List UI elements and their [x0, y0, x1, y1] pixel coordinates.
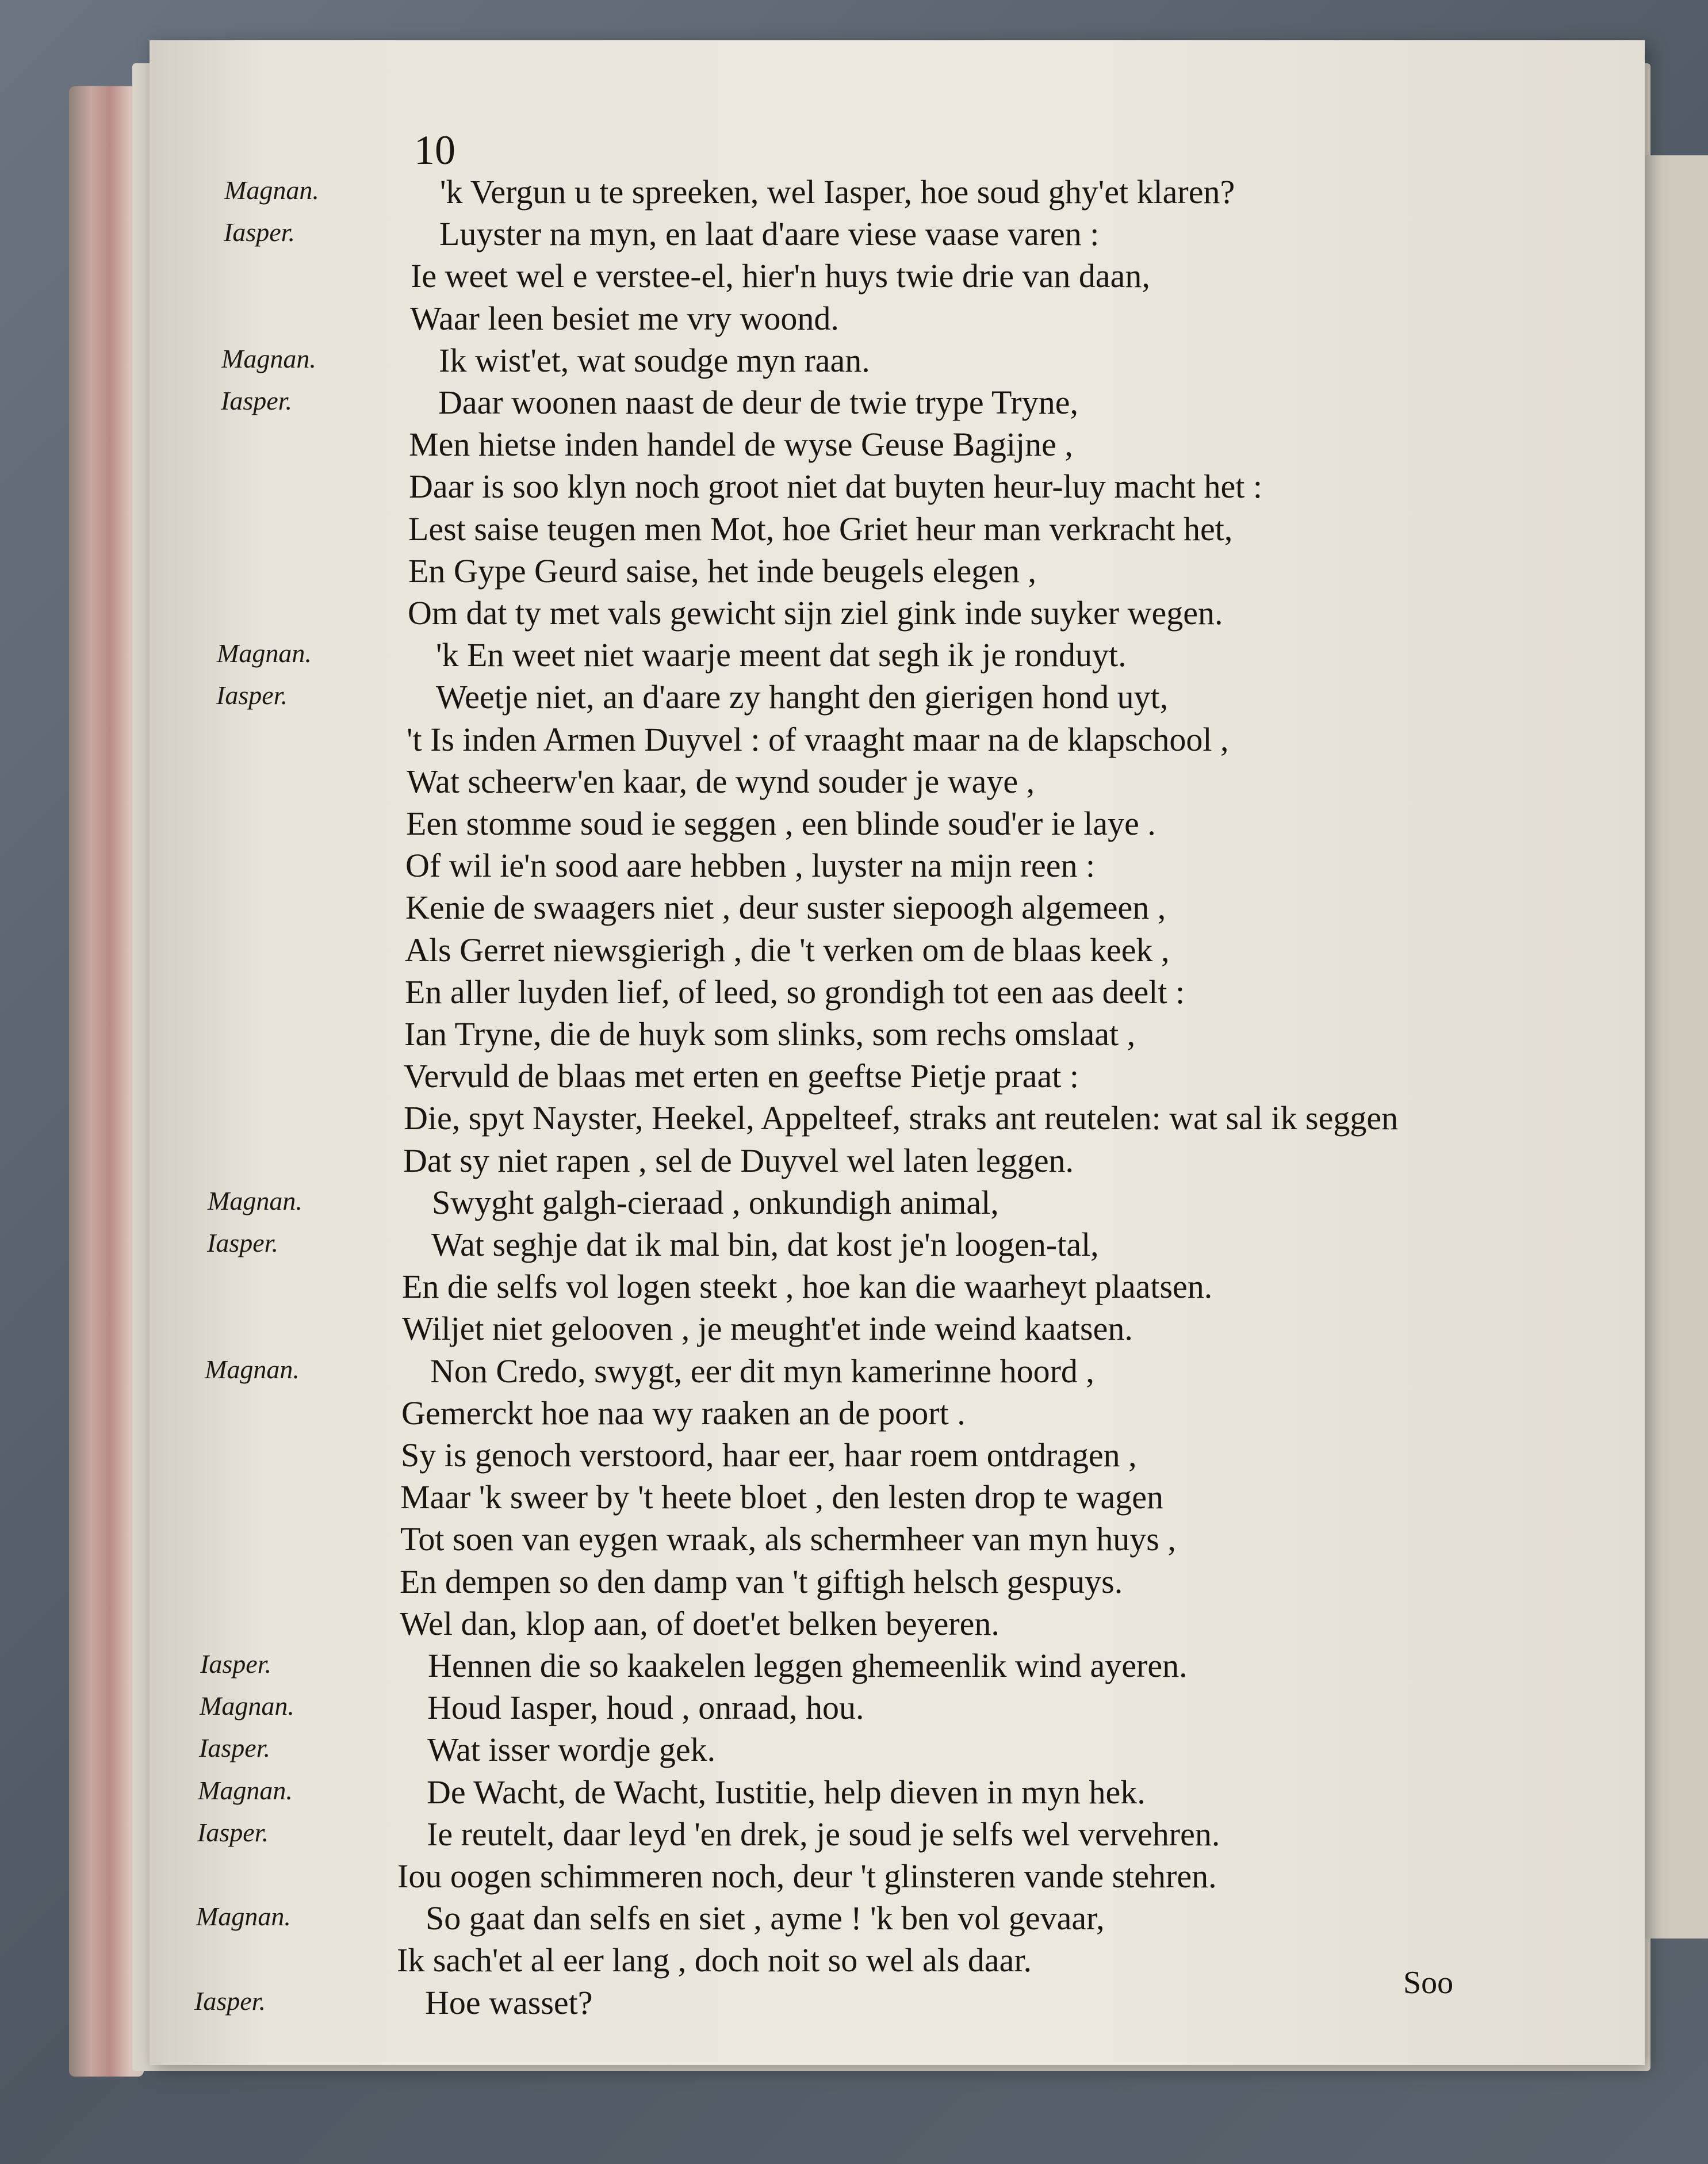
- verse-text: Daar woonen naast de deur de twie trype Tryne,: [438, 384, 1078, 421]
- verse-text: Weetje niet, an d'aare zy hanght den gierigen hond uyt,: [436, 678, 1169, 716]
- verse-text: Ik sach'et al eer lang , doch noit so wel als daar.: [397, 1941, 1032, 1979]
- verse-text: Kenie de swaagers niet , deur suster siepoogh algemeen ,: [405, 889, 1166, 927]
- verse-line: [0, 1141, 1708, 1179]
- verse-text: Hennen die so kaakelen leggen ghemeenlik wind ayeren.: [428, 1647, 1188, 1684]
- verse-text: Of wil ie'n sood aare hebben , luyster na mijn reen :: [405, 847, 1096, 885]
- verse-line: [0, 1773, 1708, 1811]
- verse-line: [0, 1352, 1708, 1390]
- speaker-name: Magnan.: [217, 639, 312, 668]
- speaker-name: Iasper.: [221, 386, 292, 415]
- speaker-name: Iasper.: [199, 1733, 270, 1763]
- verse-line: [0, 1815, 1708, 1853]
- verse-text: Als Gerret niewsgierigh , die 't verken om de blaas keek ,: [405, 931, 1170, 969]
- verse-text: Swyght galgh-cieraad , onkundigh animal,: [432, 1183, 999, 1221]
- verse-line: [0, 1520, 1708, 1558]
- verse-line: [0, 467, 1708, 506]
- verse-text: En Gype Geurd saise, het inde beugels elegen ,: [408, 552, 1036, 590]
- verse-text: Wat seghje dat ik mal bin, dat kost je'n loogen-tal,: [431, 1226, 1099, 1263]
- verse-text: Dat sy niet rapen , sel de Duyvel wel laten leggen.: [403, 1141, 1074, 1179]
- verse-text: Wiljet niet gelooven , je meught'et inde weind kaatsen.: [402, 1310, 1133, 1348]
- verse-text: 'k Vergun u te spreeken, wel Iasper, hoe soud ghy'et klaren?: [440, 173, 1235, 211]
- speaker-name: Magnan.: [208, 1186, 302, 1215]
- verse-line: [0, 1099, 1708, 1137]
- verse-line: [0, 594, 1708, 632]
- speaker-name: Iasper.: [197, 1817, 269, 1847]
- verse-line: [0, 1646, 1708, 1684]
- verse-text: Daar is soo klyn noch groot niet dat buyten heur-luy macht het :: [409, 468, 1262, 506]
- speaker-name: Iasper.: [194, 1986, 266, 2016]
- verse-line: [0, 1478, 1708, 1516]
- verse-text: Non Credo, swygt, eer dit myn kamerinne hoord ,: [430, 1352, 1094, 1390]
- verse-line: [0, 552, 1708, 590]
- verse-line: [0, 1562, 1708, 1600]
- verse-text: So gaat dan selfs en siet , ayme ! 'k ben vol gevaar,: [426, 1899, 1105, 1937]
- verse-line: [0, 1857, 1708, 1895]
- verse-text: Ian Tryne, die de huyk som slinks, som rechs omslaat ,: [404, 1015, 1136, 1053]
- verse-text: Om dat ty met vals gewicht sijn ziel gink inde suyker wegen.: [408, 594, 1223, 632]
- verse-text: Een stomme soud ie seggen , een blinde soud'er ie laye .: [406, 805, 1156, 842]
- verse-line: [0, 1604, 1708, 1642]
- verse-text: En die selfs vol logen steekt , hoe kan die waarheyt plaatsen.: [402, 1268, 1213, 1306]
- verse-text: Maar 'k sweer by 't heete bloet , den lesten drop te wagen: [400, 1478, 1164, 1516]
- speaker-name: Iasper.: [207, 1228, 278, 1257]
- verse-text: Tot soen van eygen wraak, als schermheer van myn huys ,: [400, 1520, 1176, 1558]
- speaker-name: Iasper.: [216, 680, 288, 710]
- verse-line: [0, 636, 1708, 674]
- verse-line: [0, 931, 1708, 969]
- verse-line: [0, 1394, 1708, 1432]
- verse-line: [0, 299, 1708, 337]
- verse-line: [0, 1436, 1708, 1474]
- speaker-name: Magnan.: [196, 1902, 291, 1932]
- verse-line: [0, 804, 1708, 842]
- verse-line: [0, 1688, 1708, 1727]
- verse-line: [0, 1057, 1708, 1095]
- verse-text: 'k En weet niet waarje meent dat segh ik je ronduyt.: [436, 636, 1127, 674]
- verse-line: [0, 1015, 1708, 1053]
- verse-text: Sy is genoch verstoord, haar eer, haar roem ontdragen ,: [401, 1436, 1137, 1474]
- verse-line: [0, 888, 1708, 927]
- page-number: 10: [414, 127, 455, 173]
- verse-line: [0, 173, 1708, 211]
- verse-line: [0, 425, 1708, 464]
- verse-line: [0, 720, 1708, 758]
- verse-line: [0, 341, 1708, 379]
- verse-line: [0, 762, 1708, 800]
- verse-text: Gemerckt hoe naa wy raaken an de poort .: [401, 1394, 966, 1432]
- verse-text: Ie weet wel e verstee-el, hier'n huys twie drie van daan,: [411, 257, 1150, 295]
- verse-line: [0, 1309, 1708, 1348]
- catchword: Soo: [1403, 1965, 1454, 2001]
- verse-text: Vervuld de blaas met erten en geeftse Pietje praat :: [404, 1057, 1079, 1095]
- verse-text: Lest saise teugen men Mot, hoe Griet heur man verkracht het,: [408, 510, 1233, 548]
- verse-text: Luyster na myn, en laat d'aare viese vaase varen :: [439, 215, 1100, 253]
- speaker-name: Iasper.: [200, 1649, 271, 1679]
- speaker-name: Magnan.: [224, 175, 319, 205]
- verse-line: [0, 1183, 1708, 1221]
- verse-text: Waar leen besiet me vry woond.: [410, 299, 839, 337]
- verse-line: [0, 1730, 1708, 1769]
- verse-line: [0, 257, 1708, 295]
- verse-line: [0, 510, 1708, 548]
- verse-line: [0, 1267, 1708, 1306]
- speaker-name: Magnan.: [221, 343, 316, 373]
- speaker-name: Iasper.: [224, 217, 295, 247]
- verse-text: En aller luyden lief, of leed, so grondigh tot een aas deelt :: [405, 973, 1185, 1011]
- verse-text: Houd Iasper, houd , onraad, hou.: [427, 1689, 864, 1727]
- verse-text: 't Is inden Armen Duyvel : of vraaght maar na de klapschool ,: [407, 720, 1229, 758]
- verse-text: De Wacht, de Wacht, Iustitie, help dieven in myn hek.: [427, 1773, 1146, 1811]
- verse-line: [0, 1225, 1708, 1263]
- verse-text: En dempen so den damp van 't giftigh helsch gespuys.: [400, 1562, 1123, 1600]
- speaker-name: Magnan.: [205, 1354, 300, 1384]
- verse-text: Wat isser wordje gek.: [427, 1731, 716, 1769]
- verse-text: Die, spyt Nayster, Heekel, Appelteef, straks ant reutelen: wat sal ik seggen: [404, 1099, 1399, 1137]
- verse-text: Ie reutelt, daar leyd 'en drek, je soud je selfs wel vervehren.: [427, 1815, 1220, 1853]
- verse-line: [0, 215, 1708, 253]
- speaker-name: Magnan.: [200, 1691, 294, 1721]
- verse-text: Hoe wasset?: [425, 1983, 593, 2021]
- verse-line: [0, 846, 1708, 885]
- speaker-name: Magnan.: [198, 1775, 293, 1805]
- verse-line: [0, 678, 1708, 716]
- verse-text: Iou oogen schimmeren noch, deur 't glinsteren vande stehren.: [397, 1857, 1217, 1895]
- verse-line: [0, 973, 1708, 1011]
- verse-text: Ik wist'et, wat soudge myn raan.: [439, 341, 870, 379]
- verse-line: [0, 383, 1708, 421]
- verse-text: Wel dan, klop aan, of doet'et belken beyeren.: [400, 1604, 999, 1642]
- verse-text: Men hietse inden handel de wyse Geuse Bagijne ,: [409, 426, 1073, 464]
- verse-line: [0, 1899, 1708, 1937]
- verse-text: Wat scheerw'en kaar, de wynd souder je waye ,: [407, 762, 1035, 800]
